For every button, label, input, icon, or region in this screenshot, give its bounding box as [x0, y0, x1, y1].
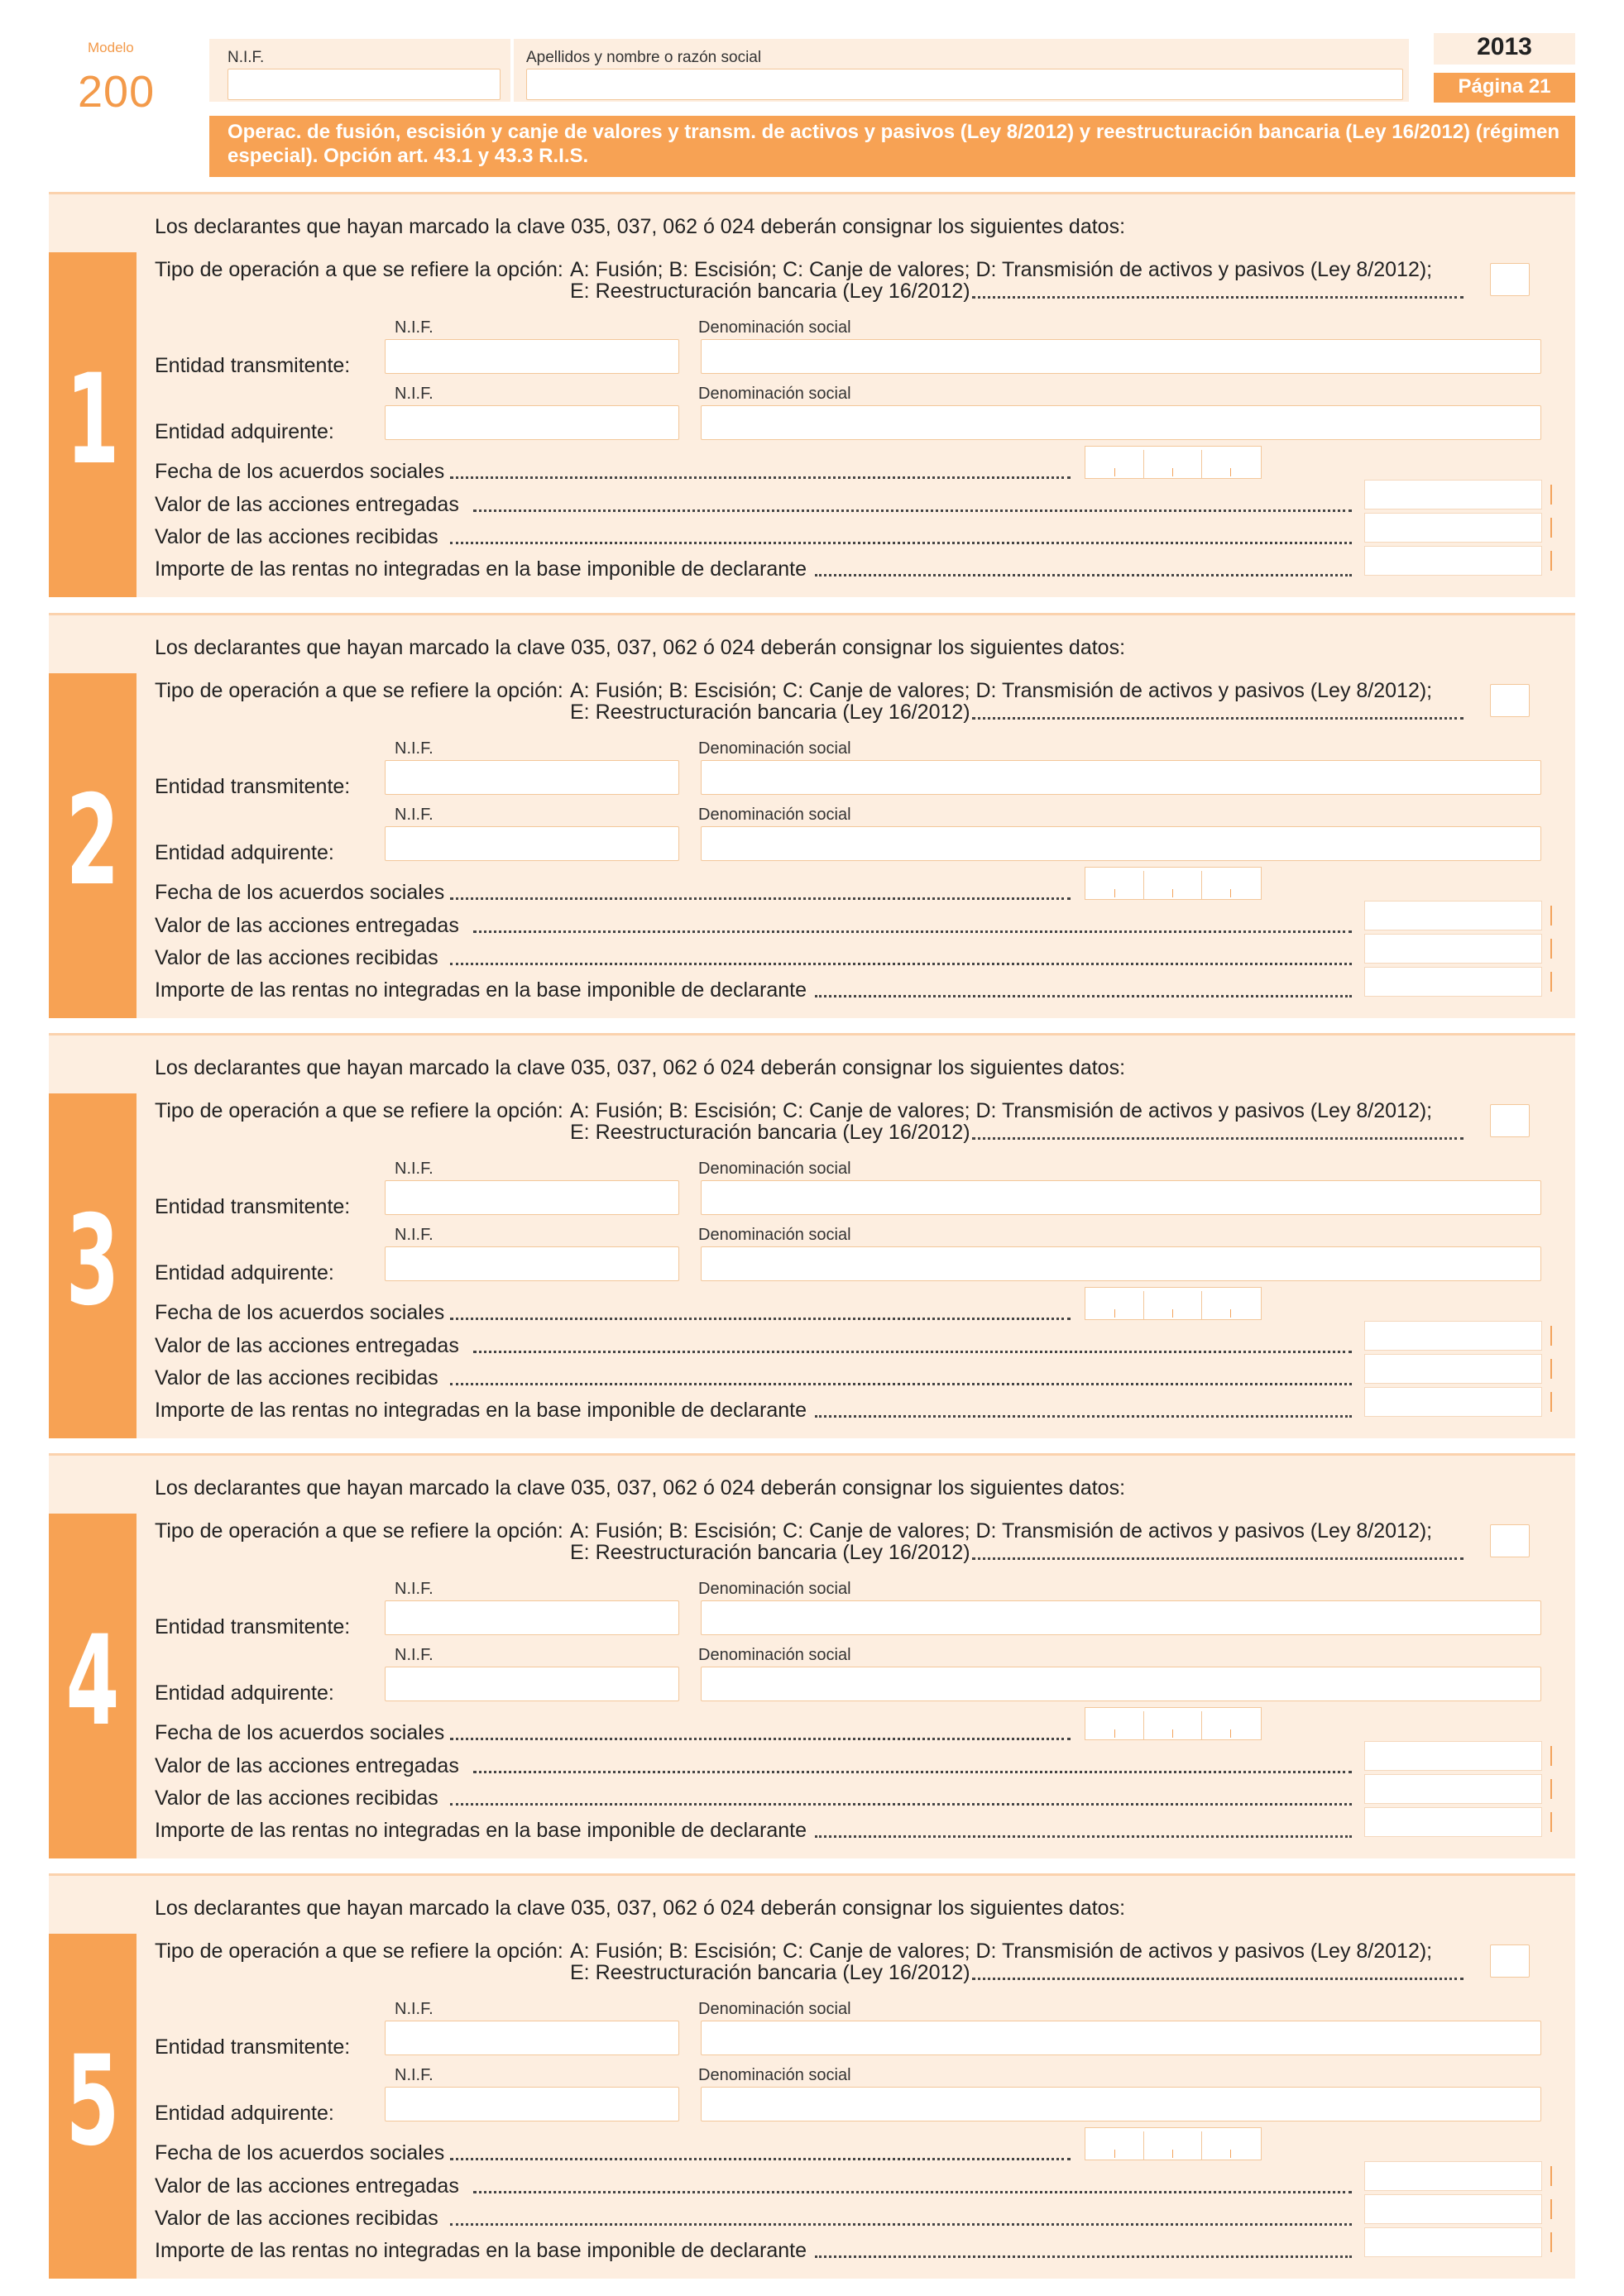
tipo-operacion-options-2: E: Reestructuración bancaria (Ley 16/2012) — [570, 1541, 970, 1564]
tipo-operacion-options-1: A: Fusión; B: Escisión; C: Canje de valores; D: Transmisión de activos y pasivos (Ley 8/2012); — [570, 1519, 1433, 1543]
adquirente-nif-input[interactable] — [385, 1246, 679, 1281]
form-title-line1: Operac. de fusión, escisión y canje de valores y transm. de activos y pasivos (Ley 8/2012) y reestructuración bancaria (Ley 16/2012) (régimen — [228, 121, 1560, 143]
tipo-operacion-leader — [972, 1557, 1464, 1560]
date-separator — [1201, 1711, 1202, 1739]
entidad-adquirente-label: Entidad adquirente: — [155, 420, 334, 443]
transmitente-denominacion-label: Denominación social — [698, 318, 851, 337]
decimal-separator — [1550, 939, 1552, 959]
importe-rentas-leader — [815, 1415, 1352, 1418]
decimal-separator — [1550, 1359, 1552, 1379]
entidad-adquirente-label: Entidad adquirente: — [155, 1261, 334, 1284]
decimal-separator — [1550, 1746, 1552, 1766]
date-tick — [1172, 1729, 1173, 1738]
section-top-rule — [49, 1873, 1575, 1876]
adquirente-nif-label: N.I.F. — [395, 1646, 434, 1664]
fecha-acuerdos-leader — [450, 897, 1071, 900]
valor-entregadas-label: Valor de las acciones entregadas — [155, 1334, 459, 1357]
entidad-transmitente-label: Entidad transmitente: — [155, 1615, 351, 1638]
fecha-acuerdos-input[interactable] — [1085, 1287, 1262, 1320]
tipo-operacion-options-1: A: Fusión; B: Escisión; C: Canje de valores; D: Transmisión de activos y pasivos (Ley 8/2012); — [570, 258, 1433, 281]
section-intro: Los declarantes que hayan marcado la clave 035, 037, 062 ó 024 deberán consignar los siguientes datos: — [155, 1056, 1126, 1079]
entidad-adquirente-label: Entidad adquirente: — [155, 1681, 334, 1705]
transmitente-nif-label: N.I.F. — [395, 318, 434, 337]
date-separator — [1143, 871, 1144, 899]
transmitente-nif-label: N.I.F. — [395, 1160, 434, 1178]
tipo-operacion-options-1: A: Fusión; B: Escisión; C: Canje de valores; D: Transmisión de activos y pasivos (Ley 8/2012); — [570, 1940, 1433, 1963]
valor-recibidas-input[interactable] — [1364, 1774, 1542, 1804]
date-tick — [1172, 1309, 1173, 1318]
tipo-operacion-leader — [972, 717, 1464, 720]
entidad-transmitente-label: Entidad transmitente: — [155, 2035, 351, 2059]
header-nif-box — [209, 39, 510, 102]
entidad-adquirente-label: Entidad adquirente: — [155, 2102, 334, 2125]
date-tick — [1230, 889, 1231, 897]
adquirente-denominacion-label: Denominación social — [698, 2066, 851, 2084]
importe-rentas-input[interactable] — [1364, 967, 1542, 997]
decimal-separator — [1550, 2199, 1552, 2219]
transmitente-nif-label: N.I.F. — [395, 1580, 434, 1598]
transmitente-denominacion-input[interactable] — [701, 339, 1541, 374]
date-separator — [1143, 2131, 1144, 2160]
transmitente-nif-input[interactable] — [385, 1600, 679, 1635]
date-tick — [1114, 889, 1115, 897]
transmitente-denominacion-input[interactable] — [701, 1600, 1541, 1635]
valor-entregadas-label: Valor de las acciones entregadas — [155, 914, 459, 937]
adquirente-nif-input[interactable] — [385, 2087, 679, 2121]
fecha-acuerdos-label: Fecha de los acuerdos sociales — [155, 1301, 445, 1324]
adquirente-denominacion-input[interactable] — [701, 2087, 1541, 2121]
valor-recibidas-leader — [450, 2223, 1352, 2226]
transmitente-nif-input[interactable] — [385, 339, 679, 374]
operation-section-4 — [49, 1453, 1575, 1858]
valor-recibidas-input[interactable] — [1364, 1354, 1542, 1384]
decimal-separator — [1550, 485, 1552, 505]
modelo-label: Modelo — [88, 40, 134, 55]
transmitente-nif-input[interactable] — [385, 2021, 679, 2055]
date-separator — [1201, 450, 1202, 478]
fecha-acuerdos-input[interactable] — [1085, 867, 1262, 900]
section-number: 4 — [65, 1610, 120, 1753]
adquirente-denominacion-label: Denominación social — [698, 1646, 851, 1664]
decimal-separator — [1550, 1812, 1552, 1832]
tipo-operacion-input[interactable] — [1490, 684, 1530, 717]
adquirente-nif-label: N.I.F. — [395, 385, 434, 403]
date-tick — [1172, 2150, 1173, 2158]
operation-section-5 — [49, 1873, 1575, 2279]
header-nombre-input[interactable] — [526, 69, 1403, 100]
section-number: 1 — [65, 348, 120, 492]
decimal-separator — [1550, 2232, 1552, 2252]
adquirente-denominacion-label: Denominación social — [698, 806, 851, 824]
tipo-operacion-options-1: A: Fusión; B: Escisión; C: Canje de valores; D: Transmisión de activos y pasivos (Ley 8/2012); — [570, 679, 1433, 702]
section-intro: Los declarantes que hayan marcado la clave 035, 037, 062 ó 024 deberán consignar los siguientes datos: — [155, 215, 1126, 238]
date-separator — [1201, 1291, 1202, 1319]
importe-rentas-input[interactable] — [1364, 1807, 1542, 1837]
valor-recibidas-input[interactable] — [1364, 2194, 1542, 2224]
section-number-bar — [49, 1514, 137, 1858]
fecha-acuerdos-input[interactable] — [1085, 1707, 1262, 1740]
adquirente-nif-input[interactable] — [385, 826, 679, 861]
transmitente-nif-input[interactable] — [385, 1180, 679, 1215]
fecha-acuerdos-input[interactable] — [1085, 2127, 1262, 2160]
section-number-bar — [49, 252, 137, 597]
valor-entregadas-input[interactable] — [1364, 1741, 1542, 1771]
section-number-bar — [49, 1093, 137, 1438]
valor-recibidas-leader — [450, 542, 1352, 544]
valor-recibidas-label: Valor de las acciones recibidas — [155, 1366, 438, 1390]
adquirente-denominacion-label: Denominación social — [698, 385, 851, 403]
tipo-operacion-options-1: A: Fusión; B: Escisión; C: Canje de valores; D: Transmisión de activos y pasivos (Ley 8/2012); — [570, 1099, 1433, 1122]
valor-entregadas-leader — [473, 930, 1352, 933]
adquirente-denominacion-label: Denominación social — [698, 1226, 851, 1244]
valor-recibidas-label: Valor de las acciones recibidas — [155, 946, 438, 969]
fecha-acuerdos-leader — [450, 476, 1071, 479]
valor-entregadas-input[interactable] — [1364, 2161, 1542, 2191]
date-tick — [1172, 889, 1173, 897]
fecha-acuerdos-label: Fecha de los acuerdos sociales — [155, 2141, 445, 2164]
transmitente-nif-label: N.I.F. — [395, 2000, 434, 2018]
fecha-acuerdos-label: Fecha de los acuerdos sociales — [155, 460, 445, 483]
fecha-acuerdos-label: Fecha de los acuerdos sociales — [155, 1721, 445, 1744]
date-separator — [1143, 1711, 1144, 1739]
operation-section-2 — [49, 613, 1575, 1018]
importe-rentas-label: Importe de las rentas no integradas en la base imponible de declarante — [155, 1399, 807, 1422]
section-intro: Los declarantes que hayan marcado la clave 035, 037, 062 ó 024 deberán consignar los siguientes datos: — [155, 1897, 1126, 1920]
date-separator — [1201, 2131, 1202, 2160]
section-intro: Los declarantes que hayan marcado la clave 035, 037, 062 ó 024 deberán consignar los siguientes datos: — [155, 636, 1126, 659]
adquirente-nif-input[interactable] — [385, 1667, 679, 1701]
transmitente-denominacion-input[interactable] — [701, 2021, 1541, 2055]
tipo-operacion-label: Tipo de operación a que se refiere la opción: — [155, 679, 563, 702]
valor-entregadas-input[interactable] — [1364, 1321, 1542, 1351]
transmitente-denominacion-label: Denominación social — [698, 1580, 851, 1598]
date-tick — [1230, 1729, 1231, 1738]
fecha-acuerdos-leader — [450, 2158, 1071, 2160]
tipo-operacion-options-2: E: Reestructuración bancaria (Ley 16/2012) — [570, 701, 970, 724]
transmitente-denominacion-label: Denominación social — [698, 1160, 851, 1178]
decimal-separator — [1550, 2166, 1552, 2186]
tipo-operacion-options-2: E: Reestructuración bancaria (Ley 16/2012) — [570, 1961, 970, 1984]
date-tick — [1114, 1309, 1115, 1318]
valor-entregadas-label: Valor de las acciones entregadas — [155, 493, 459, 516]
modelo-number: 200 — [78, 67, 156, 117]
entidad-transmitente-label: Entidad transmitente: — [155, 775, 351, 798]
valor-entregadas-leader — [473, 509, 1352, 512]
entidad-adquirente-label: Entidad adquirente: — [155, 841, 334, 864]
date-tick — [1114, 468, 1115, 476]
decimal-separator — [1550, 1779, 1552, 1799]
entidad-transmitente-label: Entidad transmitente: — [155, 1195, 351, 1218]
importe-rentas-label: Importe de las rentas no integradas en la base imponible de declarante — [155, 1819, 807, 1842]
section-number: 2 — [65, 769, 120, 913]
decimal-separator — [1550, 906, 1552, 926]
fecha-acuerdos-leader — [450, 1738, 1071, 1740]
valor-entregadas-label: Valor de las acciones entregadas — [155, 1754, 459, 1777]
transmitente-denominacion-input[interactable] — [701, 1180, 1541, 1215]
tipo-operacion-label: Tipo de operación a que se refiere la opción: — [155, 1099, 563, 1122]
valor-recibidas-input[interactable] — [1364, 513, 1542, 543]
date-separator — [1201, 871, 1202, 899]
tipo-operacion-label: Tipo de operación a que se refiere la opción: — [155, 1519, 563, 1543]
section-number-bar — [49, 673, 137, 1018]
section-top-rule — [49, 613, 1575, 615]
date-tick — [1230, 468, 1231, 476]
fecha-acuerdos-leader — [450, 1318, 1071, 1320]
adquirente-denominacion-input[interactable] — [701, 826, 1541, 861]
date-tick — [1172, 468, 1173, 476]
adquirente-nif-label: N.I.F. — [395, 2066, 434, 2084]
adquirente-denominacion-input[interactable] — [701, 1246, 1541, 1281]
transmitente-denominacion-label: Denominación social — [698, 2000, 851, 2018]
importe-rentas-leader — [815, 1835, 1352, 1838]
tipo-operacion-options-2: E: Reestructuración bancaria (Ley 16/2012) — [570, 1121, 970, 1144]
section-number: 3 — [65, 1189, 120, 1333]
date-tick — [1230, 1309, 1231, 1318]
valor-recibidas-label: Valor de las acciones recibidas — [155, 525, 438, 548]
tipo-operacion-label: Tipo de operación a que se refiere la opción: — [155, 1940, 563, 1963]
importe-rentas-leader — [815, 2255, 1352, 2258]
year: 2013 — [1434, 33, 1575, 65]
valor-recibidas-leader — [450, 1803, 1352, 1806]
section-intro: Los declarantes que hayan marcado la clave 035, 037, 062 ó 024 deberán consignar los siguientes datos: — [155, 1476, 1126, 1500]
decimal-separator — [1550, 518, 1552, 538]
date-separator — [1143, 450, 1144, 478]
date-tick — [1114, 2150, 1115, 2158]
importe-rentas-input[interactable] — [1364, 546, 1542, 576]
transmitente-nif-label: N.I.F. — [395, 739, 434, 758]
page-number: Página 21 — [1434, 73, 1575, 103]
valor-recibidas-leader — [450, 963, 1352, 965]
decimal-separator — [1550, 972, 1552, 992]
tipo-operacion-label: Tipo de operación a que se refiere la opción: — [155, 258, 563, 281]
fecha-acuerdos-label: Fecha de los acuerdos sociales — [155, 881, 445, 904]
decimal-separator — [1550, 1326, 1552, 1346]
importe-rentas-input[interactable] — [1364, 1387, 1542, 1417]
section-top-rule — [49, 1453, 1575, 1456]
importe-rentas-leader — [815, 574, 1352, 576]
importe-rentas-input[interactable] — [1364, 2227, 1542, 2257]
section-number: 5 — [65, 2030, 120, 2174]
section-top-rule — [49, 192, 1575, 194]
adquirente-nif-label: N.I.F. — [395, 806, 434, 824]
tipo-operacion-leader — [972, 296, 1464, 299]
date-tick — [1114, 1729, 1115, 1738]
tipo-operacion-options-2: E: Reestructuración bancaria (Ley 16/2012) — [570, 280, 970, 303]
tipo-operacion-input[interactable] — [1490, 263, 1530, 296]
header-nif-label: N.I.F. — [228, 49, 265, 66]
section-number-bar — [49, 1934, 137, 2279]
importe-rentas-leader — [815, 995, 1352, 997]
tipo-operacion-leader — [972, 1137, 1464, 1140]
fecha-acuerdos-input[interactable] — [1085, 446, 1262, 479]
entidad-transmitente-label: Entidad transmitente: — [155, 354, 351, 377]
valor-recibidas-leader — [450, 1383, 1352, 1385]
tipo-operacion-leader — [972, 1978, 1464, 1980]
valor-recibidas-input[interactable] — [1364, 934, 1542, 964]
date-tick — [1230, 2150, 1231, 2158]
form-title — [209, 116, 1575, 177]
valor-entregadas-input[interactable] — [1364, 480, 1542, 509]
form-title-line2: especial). Opción art. 43.1 y 43.3 R.I.S. — [228, 145, 589, 167]
tipo-operacion-input[interactable] — [1490, 1944, 1530, 1978]
tipo-operacion-input[interactable] — [1490, 1104, 1530, 1137]
valor-entregadas-leader — [473, 1771, 1352, 1773]
transmitente-denominacion-input[interactable] — [701, 760, 1541, 795]
valor-entregadas-leader — [473, 2191, 1352, 2193]
adquirente-denominacion-input[interactable] — [701, 1667, 1541, 1701]
importe-rentas-label: Importe de las rentas no integradas en la base imponible de declarante — [155, 557, 807, 581]
header-nif-input[interactable] — [228, 69, 501, 100]
operation-section-3 — [49, 1033, 1575, 1438]
valor-entregadas-label: Valor de las acciones entregadas — [155, 2174, 459, 2198]
header-nombre-label: Apellidos y nombre o razón social — [526, 49, 762, 66]
valor-entregadas-leader — [473, 1351, 1352, 1353]
decimal-separator — [1550, 1392, 1552, 1412]
section-top-rule — [49, 1033, 1575, 1036]
transmitente-nif-input[interactable] — [385, 760, 679, 795]
adquirente-nif-input[interactable] — [385, 405, 679, 440]
valor-recibidas-label: Valor de las acciones recibidas — [155, 1787, 438, 1810]
adquirente-nif-label: N.I.F. — [395, 1226, 434, 1244]
tipo-operacion-input[interactable] — [1490, 1524, 1530, 1557]
importe-rentas-label: Importe de las rentas no integradas en la base imponible de declarante — [155, 2239, 807, 2262]
decimal-separator — [1550, 551, 1552, 571]
date-separator — [1143, 1291, 1144, 1319]
valor-entregadas-input[interactable] — [1364, 901, 1542, 930]
header-nombre-box — [514, 39, 1409, 102]
importe-rentas-label: Importe de las rentas no integradas en la base imponible de declarante — [155, 978, 807, 1002]
adquirente-denominacion-input[interactable] — [701, 405, 1541, 440]
valor-recibidas-label: Valor de las acciones recibidas — [155, 2207, 438, 2230]
transmitente-denominacion-label: Denominación social — [698, 739, 851, 758]
operation-section-1 — [49, 192, 1575, 597]
